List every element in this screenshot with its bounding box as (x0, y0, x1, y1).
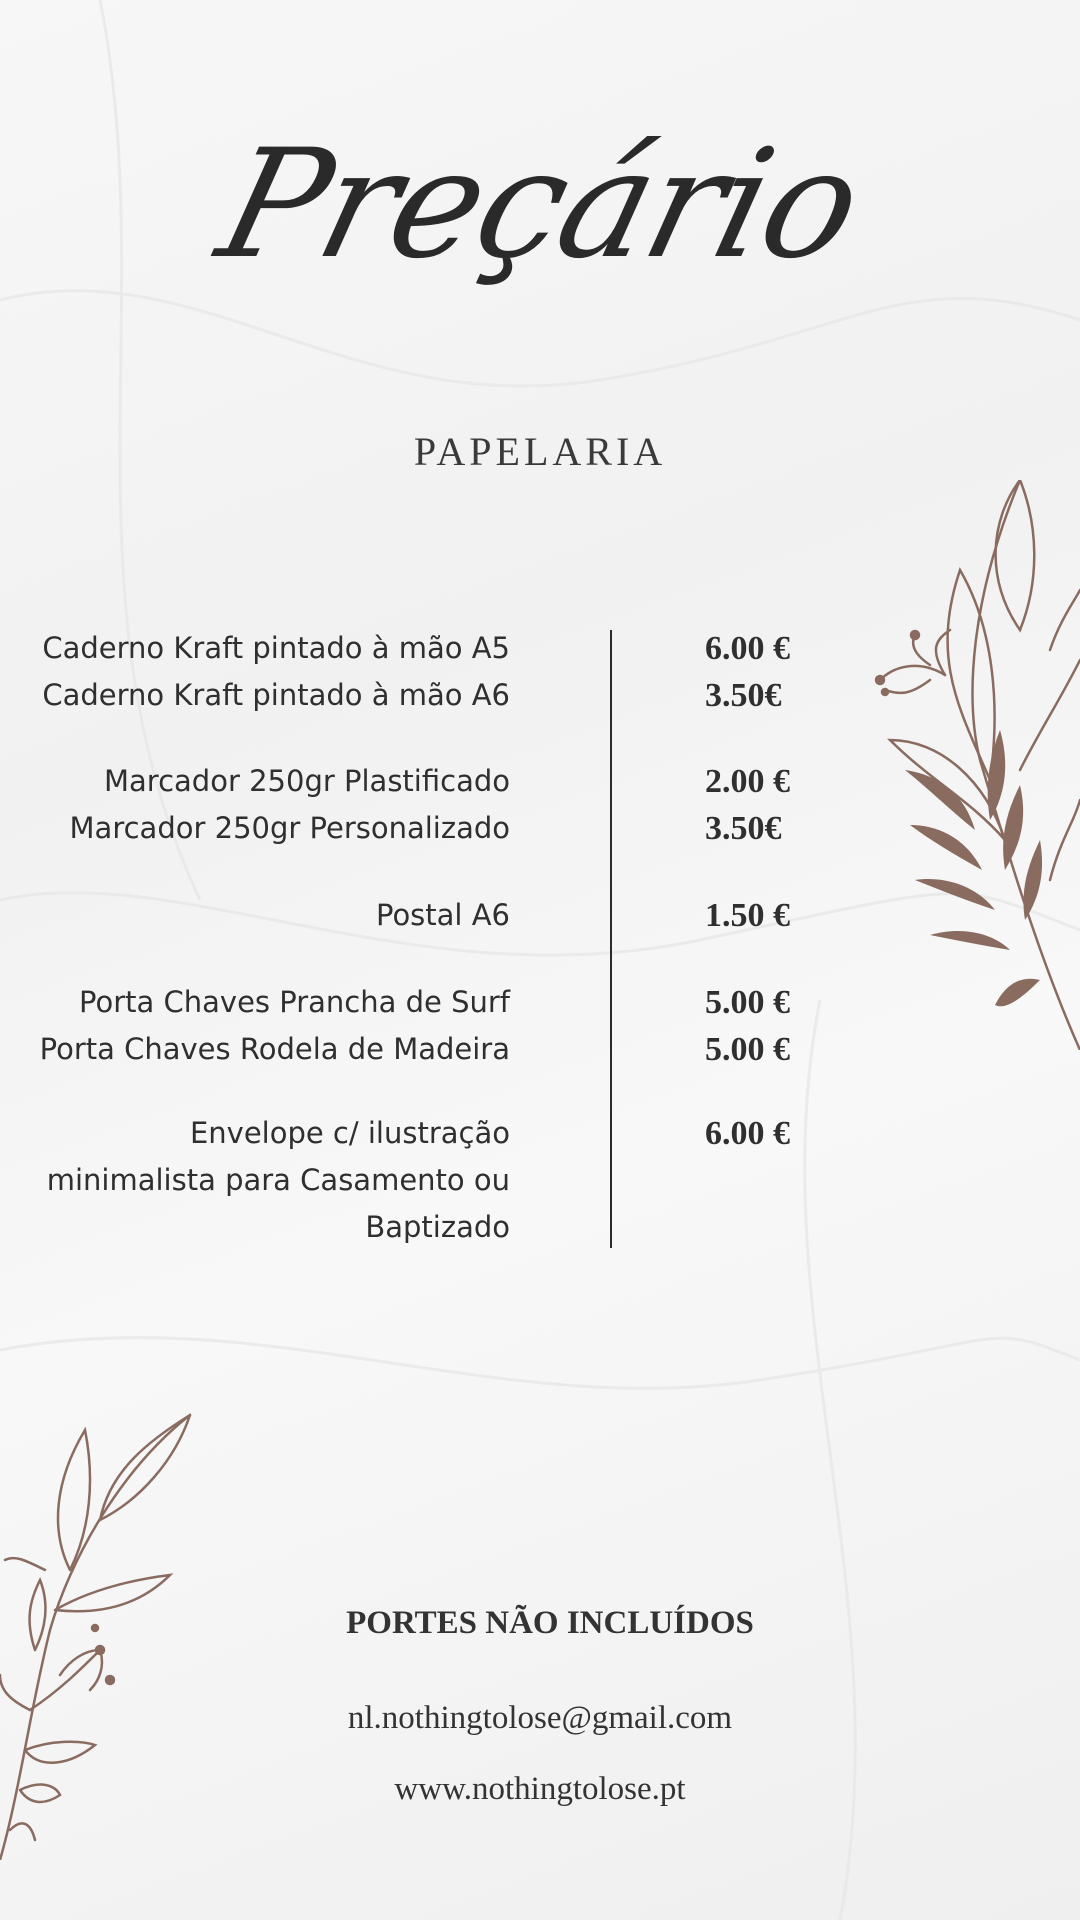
product-name-line: Baptizado (365, 1210, 510, 1244)
product-price: 3.50€ (705, 810, 782, 847)
product-price: 1.50 € (705, 897, 790, 934)
product-name: Marcador 250gr Personalizado (69, 811, 510, 845)
product-price: 6.00 € (705, 630, 790, 667)
product-price: 3.50€ (705, 677, 782, 714)
product-price: 2.00 € (705, 763, 790, 800)
product-name: Porta Chaves Rodela de Madeira (39, 1032, 510, 1066)
contact-website[interactable]: www.nothingtolose.pt (394, 1771, 686, 1807)
column-divider (610, 630, 612, 1248)
product-name-line: Envelope c/ ilustração (189, 1116, 510, 1150)
product-name: Porta Chaves Prancha de Surf (79, 985, 510, 1019)
product-name: Marcador 250gr Plastificado (104, 764, 510, 798)
product-price: 5.00 € (705, 984, 790, 1021)
page-title: Preçário (203, 118, 877, 292)
section-subtitle: PAPELARIA (413, 429, 667, 474)
product-name (0, 1110, 510, 1251)
product-name-line: minimalista para Casamento ou (46, 1163, 510, 1197)
contact-email[interactable]: nl.nothingtolose@gmail.com (347, 1700, 733, 1736)
product-price: 6.00 € (705, 1115, 790, 1152)
product-name: Postal A6 (375, 898, 510, 932)
product-name: Caderno Kraft pintado à mão A6 (42, 678, 510, 712)
shipping-note: PORTES NÃO INCLUÍDOS (346, 1605, 754, 1641)
product-price: 5.00 € (705, 1031, 790, 1068)
product-name: Caderno Kraft pintado à mão A5 (42, 631, 510, 665)
